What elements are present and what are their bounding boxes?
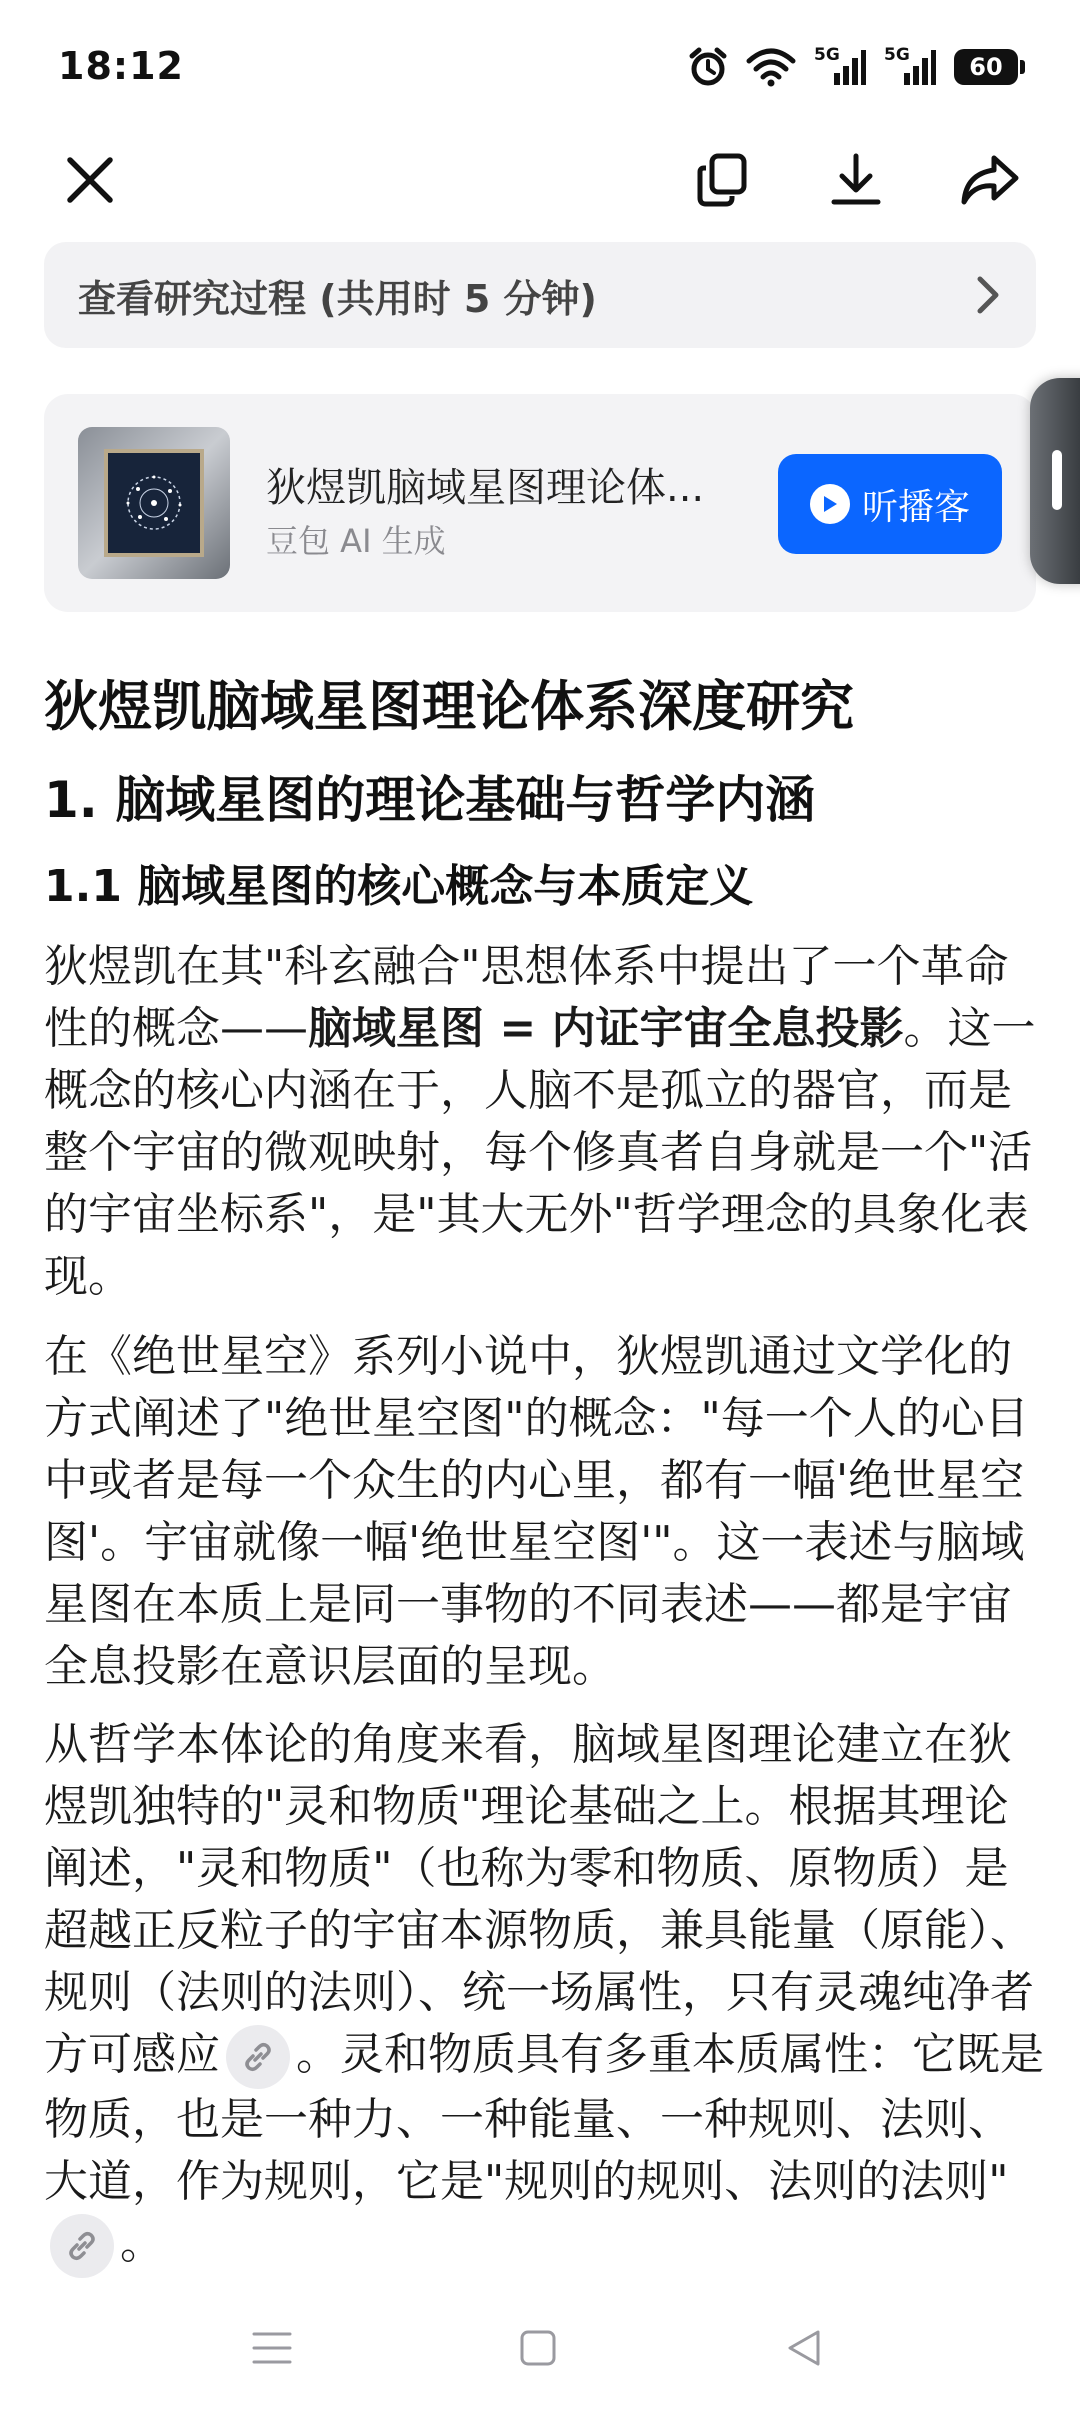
nav-menu-button[interactable]: [242, 2318, 302, 2378]
listen-podcast-label: 听播客: [861, 486, 970, 528]
download-button[interactable]: [820, 144, 892, 216]
podcast-card[interactable]: [44, 394, 1036, 612]
bold-concept: 脑域星图 = 内证宇宙全息投影: [308, 1003, 904, 1054]
section-heading-1-1: 1.1 脑域星图的核心概念与本质定义: [44, 861, 754, 912]
chevron-right-icon: [976, 275, 1000, 315]
section-heading-1: 1. 脑域星图的理论基础与哲学内涵: [44, 771, 816, 829]
menu-icon: [252, 2330, 292, 2366]
battery-level: 60: [969, 53, 1003, 81]
back-icon: [784, 2328, 824, 2368]
listen-podcast-button[interactable]: [778, 454, 1002, 554]
status-icons: [688, 42, 1018, 92]
download-icon: [828, 152, 884, 208]
paragraph-2: 在《绝世星空》系列小说中，狄煜凯通过文学化的方式阐述了"绝世星空图"的概念："每一个人的心目中或者是每一个众生的内心里，都有一幅'绝世星空图'。宇宙就像一幅'绝世星空图'"。这一表述与脑域星图在本质上是同一事物的不同表述——都是宇宙全息投影在意识层面的呈现。: [44, 1331, 1029, 1692]
alarm-icon: [688, 46, 728, 88]
status-time: 18:12: [58, 44, 184, 88]
podcast-subtitle: 豆包 AI 生成: [266, 522, 446, 560]
signal-2-icon: [884, 47, 936, 87]
battery-icon: [954, 49, 1018, 85]
citation-link-button[interactable]: [226, 2025, 290, 2089]
network-label-1: 5G: [814, 45, 840, 65]
nav-back-button[interactable]: [774, 2318, 834, 2378]
home-icon: [518, 2328, 558, 2368]
podcast-title: 狄煜凯脑域星图理论体...: [266, 465, 705, 511]
share-icon: [960, 152, 1020, 208]
podcast-thumbnail: [78, 427, 230, 579]
paragraph-3: 从哲学本体论的角度来看，脑域星图理论建立在狄煜凯独特的"灵和物质"理论基础之上。根据其理论阐述，"灵和物质"（也称为零和物质、原物质）是超越正反粒子的宇宙本源物质，兼具能量（原能）、规则（法则的法则）、统一场属性，只有灵魂纯净者方可感应 。灵和物质具有多重本质属性：它既是物质，也是一种力、一种能量、一种规则、法则、大道，作为规则，它是"规则的规则、法则的法则" 。: [44, 1714, 1044, 2278]
play-icon: [810, 484, 850, 524]
network-label-2: 5G: [884, 45, 910, 65]
close-icon: [64, 154, 116, 206]
citation-link-button[interactable]: [50, 2214, 114, 2278]
signal-1-icon: [814, 47, 866, 87]
close-button[interactable]: [54, 144, 126, 216]
research-process-label: 查看研究过程 (共用时 5 分钟): [78, 276, 597, 321]
side-scroll-handle[interactable]: [1030, 378, 1080, 584]
share-button[interactable]: [954, 144, 1026, 216]
article-title: 狄煜凯脑域星图理论体系深度研究: [44, 675, 854, 738]
research-process-bar[interactable]: [44, 242, 1036, 348]
copy-icon: [694, 152, 750, 208]
link-icon: [65, 2229, 99, 2263]
wifi-icon: [746, 47, 796, 87]
link-icon: [241, 2040, 275, 2074]
nav-home-button[interactable]: [508, 2318, 568, 2378]
paragraph-1: 狄煜凯在其"科玄融合"思想体系中提出了一个革命性的概念——脑域星图 = 内证宇宙全息投影。这一概念的核心内涵在于，人脑不是孤立的器官，而是整个宇宙的微观映射，每个修真者自身就是一个"活的宇宙坐标系"，是"其大无外"哲学理念的具象化表现。: [44, 941, 1036, 1302]
copy-button[interactable]: [686, 144, 758, 216]
